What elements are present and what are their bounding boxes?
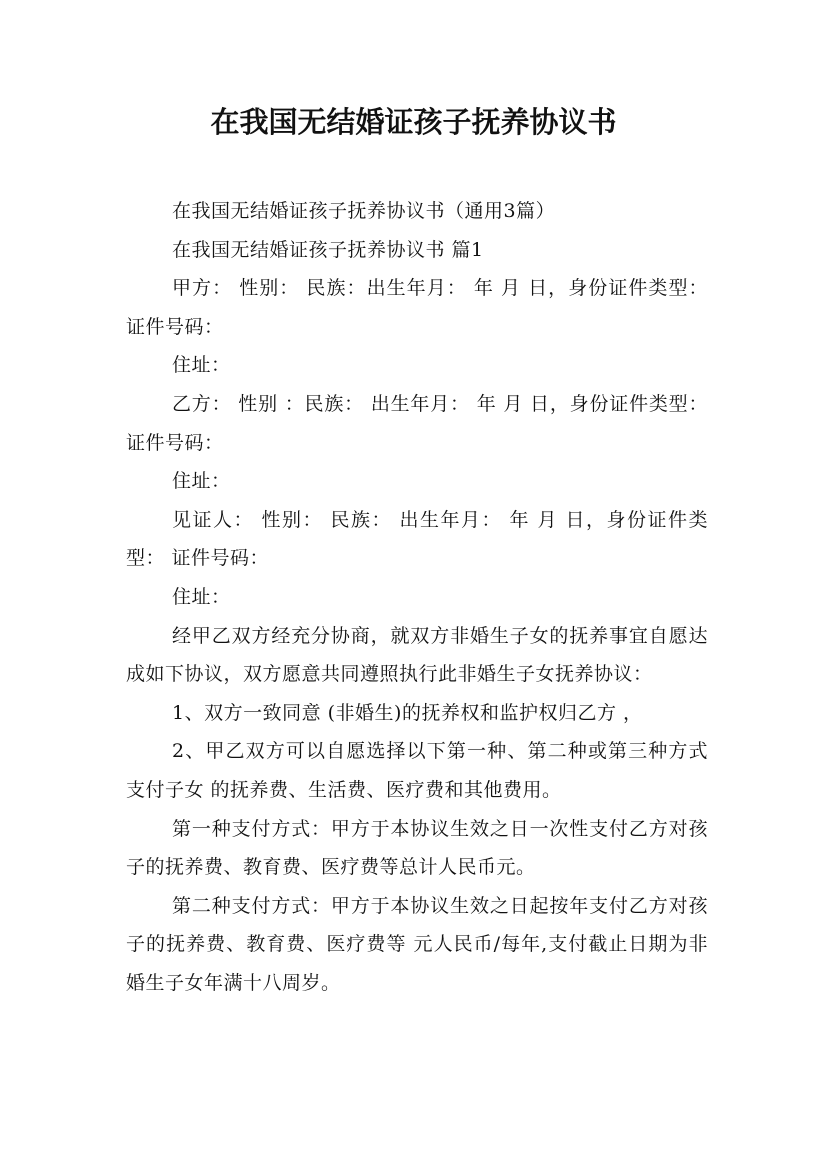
party-a-address: 住址：: [172, 354, 231, 377]
witness-info: 见证人： 性别： 民族： 出生年月： 年 月 日，身份证件类型： 证件号码：: [126, 508, 708, 570]
document-body: [126, 192, 708, 1002]
party-b-info: 乙方： 性别 ：民族： 出生年月： 年 月 日，身份证件类型： 证件号码：: [126, 392, 708, 454]
payment-method-2: 第二种支付方式：甲方于本协议生效之日起按年支付乙方对孩子的抚养费、教育费、医疗费等 元人民币/每年,支付截止日期为非婚生子女年满十八周岁。: [126, 894, 708, 994]
section-heading: 在我国无结婚证孩子抚养协议书 篇1: [172, 238, 484, 261]
document-title: 在我国无结婚证孩子抚养协议书: [210, 105, 617, 139]
payment-method-1: 第一种支付方式：甲方于本协议生效之日一次性支付乙方对孩子的抚养费、教育费、医疗费等总计人民币元。: [126, 817, 708, 879]
agreement-preamble: 经甲乙双方经充分协商，就双方非婚生子女的抚养事宜自愿达成如下协议，双方愿意共同遵照执行此非婚生子女抚养协议：: [126, 624, 708, 686]
clause-2: 2、甲乙双方可以自愿选择以下第一种、第二种或第三种方式支付子女 的抚养费、生活费、医疗费和其他费用。: [126, 740, 708, 801]
party-a-info: 甲方： 性别： 民族：出生年月： 年 月 日，身份证件类型： 证件号码：: [126, 277, 708, 338]
subtitle-paragraph: 在我国无结婚证孩子抚养协议书（通用3篇）: [172, 200, 556, 222]
witness-address: 住址：: [172, 585, 231, 608]
clause-1: 1、双方一致同意 (非婚生)的抚养权和监护权归乙方 ，: [172, 701, 643, 724]
party-b-address: 住址：: [172, 470, 231, 493]
